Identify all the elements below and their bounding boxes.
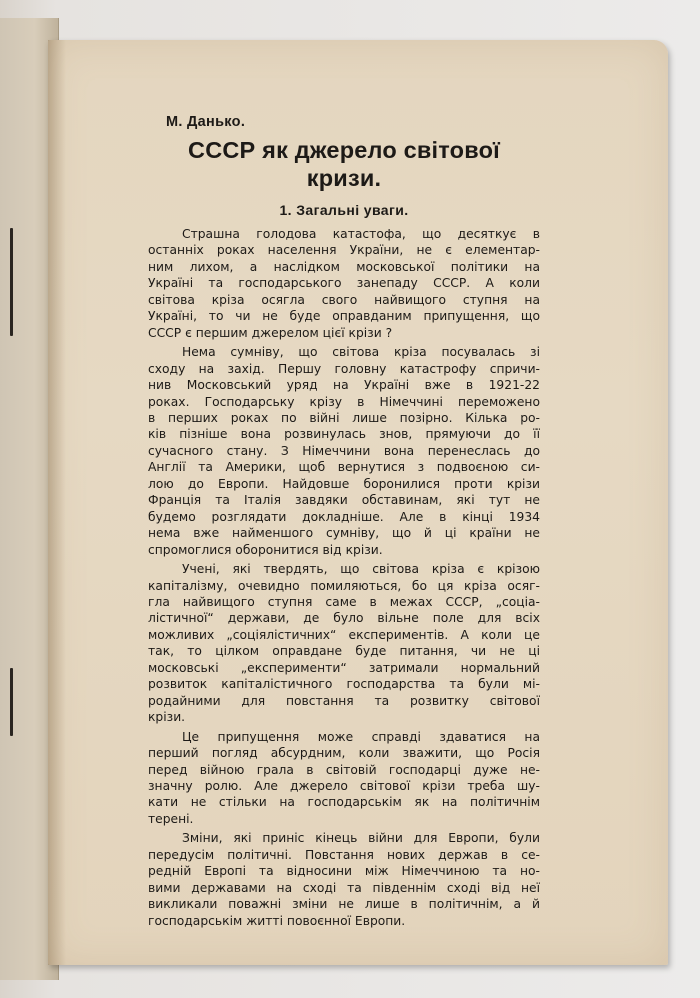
text-line: світова кріза осягла свого найвищого ступня на bbox=[148, 292, 540, 307]
binding-mark-lower bbox=[10, 668, 13, 736]
text-line: останніх роках населення України, не є елементар- bbox=[148, 243, 540, 258]
text-line: гла найвищого ступня саме в межах СССР, „соціа- bbox=[148, 594, 540, 609]
text-line: СССР є першим джерелом цієї крізи ? bbox=[148, 325, 393, 340]
text-line: Україні, то чи не буде оправданим припущення, що bbox=[148, 309, 540, 324]
text-line: роках. Господарську крізу в Німеччині переможено bbox=[148, 394, 540, 409]
text-line: московські „експерименти“ затримали нормальний bbox=[148, 660, 540, 675]
page-text bbox=[148, 114, 540, 932]
paragraph bbox=[148, 561, 540, 726]
paragraph bbox=[148, 344, 540, 558]
text-line: сучасного стану. З Німеччини вона перенеслась до bbox=[148, 443, 540, 458]
paragraph bbox=[148, 830, 540, 929]
text-line: нема вже найменшого сумніву, що й ці країни не bbox=[148, 526, 540, 541]
text-line: Англії та Америки, щоб вернутися з подвоєною си- bbox=[148, 460, 540, 475]
text-line: спромоглися оборонитися від крізи. bbox=[148, 542, 383, 557]
text-line: господарськім житті повоєнної Европи. bbox=[148, 913, 406, 928]
text-line: капіталізму, очевидно помиляються, бо ця кріза осяг- bbox=[148, 578, 540, 593]
text-line: Учені, які твердять, що світова кріза є крізою bbox=[182, 562, 540, 577]
text-line: викликали поважні зміни не лише в політичнім, а й bbox=[148, 897, 540, 912]
title-line: СССР як джерело світової bbox=[188, 137, 500, 163]
text-line: Це припущення може справді здаватися на bbox=[182, 729, 540, 744]
paragraph bbox=[148, 729, 540, 828]
text-line: будемо розглядати докладніше. Але в кінці 1934 bbox=[148, 509, 540, 524]
text-line: розвиток капіталістичного господарства та були мі- bbox=[148, 677, 540, 692]
text-line: кати не стільки на господарськім як на політичнім bbox=[148, 795, 540, 810]
text-line: можливих „соціялістичних“ експериментів. А коли це bbox=[148, 627, 540, 642]
text-line: крізи. bbox=[148, 710, 186, 725]
body-paragraphs bbox=[148, 226, 540, 929]
text-line: Нема сумніву, що світова кріза посувалась зі bbox=[182, 345, 540, 360]
text-line: вими державами на сході та південнім сході від неї bbox=[148, 880, 540, 895]
binding-mark-upper bbox=[10, 228, 13, 336]
text-line: передусім політичні. Повстання нових держав в се- bbox=[148, 847, 540, 862]
text-line: ків пізніше вона розвинулась знов, прямуючи до її bbox=[148, 427, 540, 442]
author: М. Данько. bbox=[166, 114, 246, 130]
text-line: редній Европі та відносини між Німеччиною та но- bbox=[148, 864, 540, 879]
text-line: ним лихом, а наслідком московської політики на bbox=[148, 259, 540, 274]
text-line: лістичної“ держави, де було вільне поле для всіх bbox=[148, 611, 540, 626]
text-line: значну ролю. Але джерело світової крізи треба шу- bbox=[148, 778, 540, 793]
text-line: терені. bbox=[148, 811, 194, 826]
text-line: родайними для повстання та розвитку світової bbox=[148, 693, 540, 708]
text-line: нив Московський уряд на Україні вже в 1921-22 bbox=[148, 378, 540, 393]
text-line: в перших роках по війні лише позірно. Кілька ро- bbox=[148, 410, 540, 425]
section-heading: 1. Загальні уваги. bbox=[279, 202, 409, 218]
text-line: Україні та господарського занепаду СССР. А коли bbox=[148, 276, 540, 291]
text-line: Зміни, які приніс кінець війни для Европи, були bbox=[182, 831, 540, 846]
text-line: сходу на захід. Першу головну катастрофу спричи- bbox=[148, 361, 540, 376]
text-line: так, то цілком оправдане буде питання, чи не ці bbox=[148, 644, 540, 659]
spine-shadow bbox=[48, 40, 66, 965]
title-line: кризи. bbox=[306, 165, 382, 191]
page-title bbox=[148, 136, 540, 192]
text-line: лою до Европи. Найдовше боронилися проти крізи bbox=[148, 476, 540, 491]
text-line: Страшна голодова катастофа, що десяткує в bbox=[182, 227, 540, 241]
text-line: перед війною грала в світовій господарці дуже не- bbox=[148, 762, 540, 777]
text-line: Франція та Італія завдяки обставинам, які тут не bbox=[148, 493, 540, 508]
text-line: перший погляд абсурдним, коли зважити, що Росія bbox=[148, 746, 540, 761]
paragraph bbox=[148, 226, 540, 341]
